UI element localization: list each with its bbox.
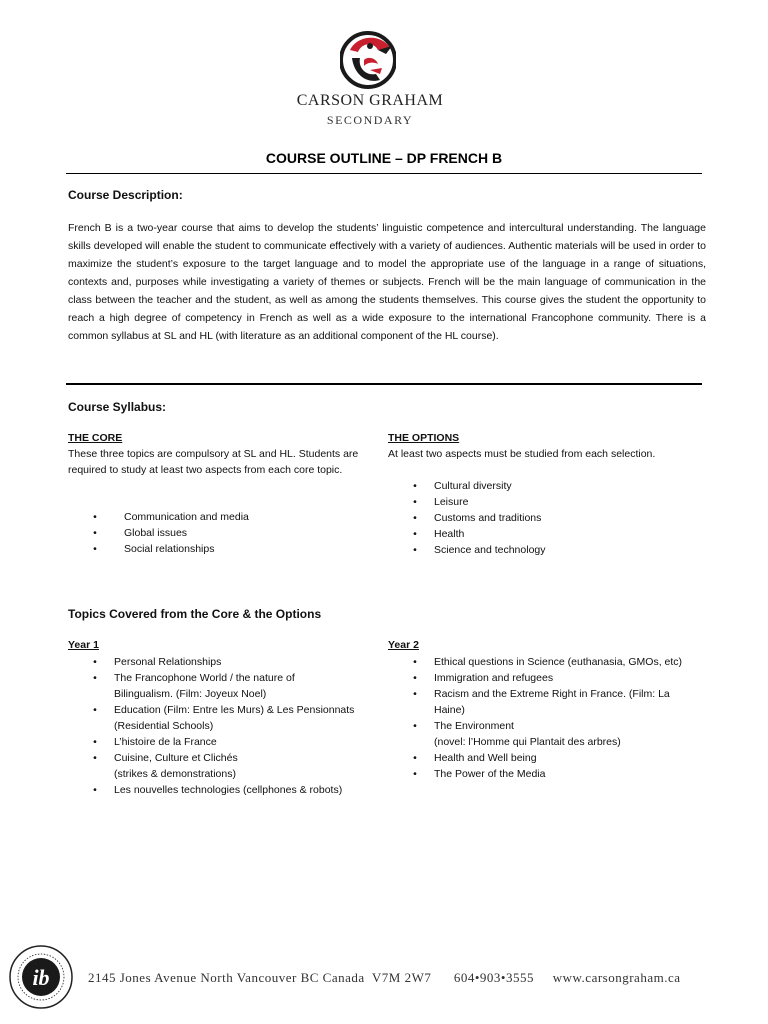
bullet-icon: • — [413, 752, 417, 764]
bullet-icon: • — [413, 720, 417, 732]
bullet-icon: • — [93, 784, 97, 796]
list-item-label: Ethical questions in Science (euthanasia, GMOs, etc) — [434, 656, 683, 668]
bullet-icon: • — [93, 527, 97, 539]
bullet-icon: • — [413, 544, 417, 556]
list-item-label: Cultural diversity — [434, 480, 512, 492]
document-title: COURSE OUTLINE – DP FRENCH B — [265, 150, 503, 166]
bullet-icon: • — [413, 688, 417, 700]
list-item-label: Social relationships — [124, 543, 215, 555]
list-item — [90, 750, 390, 782]
list-item-label: The Power of the Media — [434, 768, 546, 780]
list-item — [410, 478, 710, 494]
carson-graham-raven-logo-icon — [340, 28, 396, 92]
list-item — [410, 766, 710, 782]
course-syllabus-heading: Course Syllabus: — [68, 400, 167, 414]
course-description-text: French B is a two-year course that aims to develop the students’ linguistic competence and intercultural understanding. The language skills developed will enable the student to communicate effectively with a variety of audiences. Authentic materials will be used in order to maximize the student’s exposure to the target language and to model the appropriate use of the language in a range of situations, contexts and, purposes while investigating a variety of themes or subjects. French will be the main language of communication in the class between the teacher and the student, as well as among the students themselves. This course gives the student the opportunity to reach a high degree of competency in French as well as a wide exposure to the international Francophone community. There is a common syllabus at SL and HL (with literature as an additional component of the HL course). — [68, 222, 706, 342]
list-item — [90, 782, 390, 798]
list-item-label: Science and technology — [434, 544, 546, 556]
list-item-continuation: (strikes & demonstrations) — [114, 768, 236, 780]
bullet-icon: • — [93, 752, 97, 764]
school-subtitle: SECONDARY — [326, 113, 414, 127]
list-item — [410, 670, 710, 686]
list-item-label: Education (Film: Entre les Murs) & Les Pensionnats — [114, 704, 355, 716]
list-item-label: Health and Well being — [434, 752, 537, 764]
list-item — [90, 654, 390, 670]
list-item — [410, 542, 710, 558]
bullet-icon: • — [413, 768, 417, 780]
list-item — [90, 702, 390, 734]
section-divider — [66, 383, 702, 385]
list-item — [410, 686, 710, 718]
bullet-icon: • — [93, 672, 97, 684]
list-item-label: Cuisine, Culture et Clichés — [114, 752, 238, 764]
list-item — [410, 718, 710, 750]
bullet-icon: • — [93, 704, 97, 716]
list-item-continuation: Haine) — [434, 704, 465, 716]
options-heading: THE OPTIONS — [388, 432, 460, 444]
list-item — [90, 670, 390, 702]
list-item-label: Les nouvelles technologies (cellphones & robots) — [114, 784, 343, 796]
year-2-heading: Year 2 — [388, 639, 419, 651]
bullet-icon: • — [93, 543, 97, 555]
list-item-label: Health — [434, 528, 465, 540]
footer-address: 2145 Jones Avenue North Vancouver BC Canada V7M 2W7 604•903•3555 www.carsongraham.ca — [88, 970, 681, 985]
list-item-label: Customs and traditions — [434, 512, 542, 524]
year-1-topic-list — [90, 654, 390, 798]
bullet-icon: • — [413, 496, 417, 508]
svg-text:ib: ib — [32, 965, 50, 990]
year-1-heading: Year 1 — [68, 639, 99, 651]
list-item — [90, 541, 370, 557]
list-item-label: Racism and the Extreme Right in France. (Film: La — [434, 688, 670, 700]
list-item-label: Communication and media — [124, 511, 249, 523]
list-item-continuation: (novel: l’Homme qui Plantait des arbres) — [434, 736, 621, 748]
core-description: These three topics are compulsory at SL and HL. Students are required to study at least two aspects from each core topic. — [68, 448, 359, 476]
year-2-topic-list — [410, 654, 710, 782]
list-item-label: The Environment — [434, 720, 514, 732]
topics-covered-heading: Topics Covered from the Core & the Options — [68, 607, 322, 621]
list-item — [410, 654, 710, 670]
bullet-icon: • — [93, 511, 97, 523]
school-name: CARSON GRAHAM — [296, 92, 444, 109]
list-item — [90, 734, 390, 750]
core-topic-list — [90, 509, 370, 557]
list-item-label: Immigration and refugees — [434, 672, 554, 684]
bullet-icon: • — [413, 672, 417, 684]
bullet-icon: • — [93, 736, 97, 748]
list-item — [410, 750, 710, 766]
list-item — [90, 509, 370, 525]
course-description-heading: Course Description: — [68, 188, 183, 202]
options-description: At least two aspects must be studied from each selection. — [388, 448, 656, 460]
core-heading: THE CORE — [68, 432, 123, 444]
list-item — [410, 526, 710, 542]
list-item — [410, 510, 710, 526]
ib-world-school-logo-icon — [8, 944, 74, 1010]
bullet-icon: • — [93, 656, 97, 668]
list-item-label: Global issues — [124, 527, 188, 539]
bullet-icon: • — [413, 656, 417, 668]
title-divider — [66, 173, 702, 174]
options-topic-list — [410, 478, 710, 558]
list-item — [90, 525, 370, 541]
list-item-label: Personal Relationships — [114, 656, 222, 668]
list-item-label: The Francophone World / the nature of — [114, 672, 295, 684]
bullet-icon: • — [413, 480, 417, 492]
list-item-continuation: (Residential Schools) — [114, 720, 214, 732]
list-item-label: Leisure — [434, 496, 469, 508]
list-item-label: L’histoire de la France — [114, 736, 217, 748]
list-item — [410, 494, 710, 510]
bullet-icon: • — [413, 512, 417, 524]
bullet-icon: • — [413, 528, 417, 540]
list-item-continuation: Bilingualism. (Film: Joyeux Noel) — [114, 688, 267, 700]
